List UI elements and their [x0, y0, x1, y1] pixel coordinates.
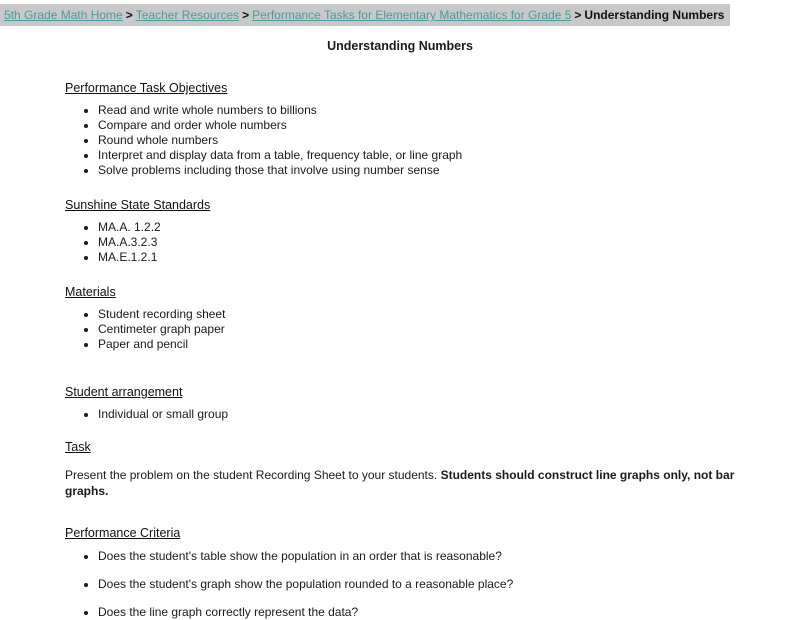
list-item: • Solve problems including those that involve using number sense [98, 163, 735, 178]
breadcrumb-current-page: Understanding Numbers [584, 8, 725, 22]
breadcrumb [0, 4, 730, 26]
objectives-heading: Performance Task Objectives [65, 81, 228, 95]
breadcrumb-separator: > [125, 8, 133, 22]
section-materials [65, 285, 735, 352]
list-item: • Individual or small group [98, 407, 735, 422]
task-text-bold: Students should construct line graphs only, not bar graphs. [65, 468, 735, 498]
criteria-list [65, 549, 735, 620]
task-heading: Task [65, 440, 91, 454]
list-item: • Round whole numbers [98, 133, 735, 148]
task-text-normal: Present the problem on the student Recording Sheet to your students. [65, 468, 441, 482]
criteria-heading: Performance Criteria [65, 526, 181, 540]
task-paragraph [65, 467, 735, 499]
list-item: • Does the line graph correctly represent the data? [98, 605, 735, 620]
breadcrumb-separator: > [574, 8, 582, 22]
list-item: • Student recording sheet [98, 307, 735, 322]
materials-heading: Materials [65, 285, 116, 299]
standards-list [65, 220, 735, 265]
arrangement-list [65, 407, 735, 422]
list-item: • Interpret and display data from a table, frequency table, or line graph [98, 148, 735, 163]
document-body [65, 81, 735, 620]
list-item: • MA.A.3.2.3 [98, 235, 735, 250]
section-arrangement [65, 385, 735, 422]
page-title: Understanding Numbers [327, 39, 473, 53]
list-item: • Read and write whole numbers to billions [98, 103, 735, 118]
section-standards [65, 198, 735, 265]
breadcrumb-link-performance-tasks-grade5[interactable]: Performance Tasks for Elementary Mathematics for Grade 5 [252, 8, 572, 22]
list-item: • Compare and order whole numbers [98, 118, 735, 133]
section-objectives [65, 81, 735, 178]
section-task [65, 440, 735, 499]
breadcrumb-link-home[interactable]: 5th Grade Math Home [4, 8, 123, 22]
list-item: • Does the student's table show the population in an order that is reasonable? [98, 549, 735, 564]
standards-heading: Sunshine State Standards [65, 198, 211, 212]
list-item: • Centimeter graph paper [98, 322, 735, 337]
list-item: • MA.E.1.2.1 [98, 250, 735, 265]
objectives-list [65, 103, 735, 178]
list-item: • Paper and pencil [98, 337, 735, 352]
breadcrumb-separator: > [242, 8, 250, 22]
breadcrumb-link-teacher-resources[interactable]: Teacher Resources [135, 8, 240, 22]
list-item: • MA.A. 1.2.2 [98, 220, 735, 235]
materials-list [65, 307, 735, 352]
arrangement-heading: Student arrangement [65, 385, 183, 399]
section-criteria [65, 526, 735, 620]
list-item: • Does the student's graph show the population rounded to a reasonable place? [98, 577, 735, 592]
